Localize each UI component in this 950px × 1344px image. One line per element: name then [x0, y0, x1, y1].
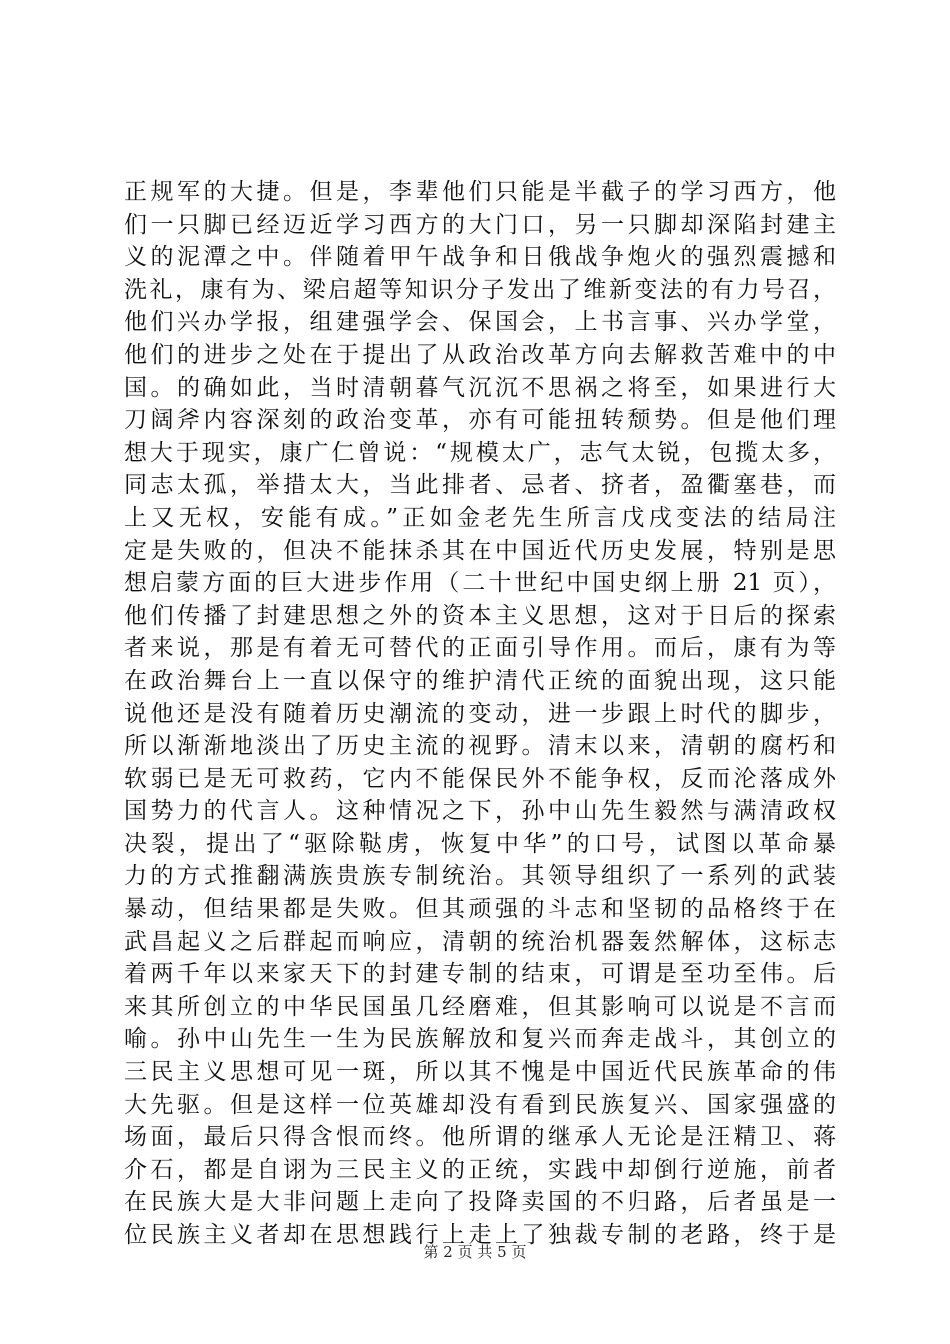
text-line: 义的泥潭之中。伴随着甲午战争和日俄战争炮火的强烈震撼和 — [124, 244, 836, 271]
text-line: 三民主义思想可见一斑，所以其不愧是中国近代民族革命的伟 — [124, 1059, 836, 1086]
text-line: 暴动，但结果都是失败。但其顽强的斗志和坚韧的品格终于在 — [124, 896, 836, 923]
text-line: 力的方式推翻满族贵族专制统治。其领导组织了一系列的武装 — [124, 863, 836, 890]
text-line: 正规军的大捷。但是，李辈他们只能是半截子的学习西方，他 — [124, 179, 836, 205]
text-line: 软弱已是无可救药，它内不能保民外不能争权，反而沦落成外 — [124, 765, 836, 792]
text-line: 在民族大是大非问题上走向了投降卖国的不归路，后者虽是一 — [124, 1189, 836, 1216]
text-line: 场面，最后只得含恨而终。他所谓的继承人无论是汪精卫、蒋 — [124, 1124, 836, 1151]
text-line: 喻。孙中山先生一生为民族解放和复兴而奔走战斗，其创立的 — [124, 1026, 836, 1053]
text-line: 洗礼，康有为、梁启超等知识分子发出了维新变法的有力号召， — [124, 276, 836, 303]
text-line: 定是失败的，但决不能抹杀其在中国近代历史发展，特别是思 — [124, 537, 836, 564]
text-line: 来其所创立的中华民国虽几经磨难，但其影响可以说是不言而 — [124, 993, 836, 1020]
text-line: 上又无权，安能有成。”正如金老先生所言戊戌变法的结局注 — [124, 504, 836, 531]
text-line: 着两千年以来家天下的封建专制的结束，可谓是至功至伟。后 — [124, 961, 836, 988]
text-line: 国势力的代言人。这种情况之下，孙中山先生毅然与满清政权 — [124, 798, 836, 825]
text-line: 想大于现实，康广仁曾说：“规模太广，志气太锐，包揽太多， — [124, 439, 836, 466]
page-number: 第 2 页 共 5 页 — [423, 1243, 527, 1261]
text-line: 他们传播了封建思想之外的资本主义思想，这对于日后的探索 — [124, 602, 836, 629]
text-line: 们一只脚已经迈近学习西方的大门口，另一只脚却深陷封建主 — [124, 211, 836, 238]
text-line: 说他还是没有随着历史潮流的变动，进一步跟上时代的脚步， — [124, 700, 836, 727]
page-footer — [0, 1242, 950, 1262]
text-line: 他们兴办学报，组建强学会、保国会，上书言事、兴办学堂， — [124, 309, 836, 336]
text-line: 国。的确如此，当时清朝暮气沉沉不思祸之将至，如果进行大 — [124, 374, 836, 401]
text-line: 介石，都是自诩为三民主义的正统，实践中却倒行逆施，前者 — [124, 1156, 836, 1183]
text-line: 想启蒙方面的巨大进步作用（二十世纪中国史纲上册 21 页）， — [124, 570, 836, 597]
text-line: 所以渐渐地淡出了历史主流的视野。清末以来，清朝的腐朽和 — [124, 733, 836, 760]
text-line: 者来说，那是有着无可替代的正面引导作用。而后，康有为等 — [124, 635, 836, 662]
text-line: 大先驱。但是这样一位英雄却没有看到民族复兴、国家强盛的 — [124, 1091, 836, 1118]
body-text — [124, 176, 836, 1252]
text-line: 刀阔斧内容深刻的政治变革，亦有可能扭转颓势。但是他们理 — [124, 407, 836, 434]
text-line: 在政治舞台上一直以保守的维护清代正统的面貌出现，这只能 — [124, 667, 836, 694]
text-line: 决裂，提出了“驱除鞑虏，恢复中华”的口号，试图以革命暴 — [124, 830, 836, 857]
text-line: 同志太孤，举措太大，当此排者、忌者、挤者，盈衢塞巷，而 — [124, 472, 836, 499]
text-line: 武昌起义之后群起而响应，清朝的统治机器轰然解体，这标志 — [124, 928, 836, 955]
text-line: 他们的进步之处在于提出了从政治改革方向去解救苦难中的中 — [124, 341, 836, 368]
text-line: 位民族主义者却在思想践行上走上了独裁专制的老路，终于是 — [124, 1222, 836, 1248]
